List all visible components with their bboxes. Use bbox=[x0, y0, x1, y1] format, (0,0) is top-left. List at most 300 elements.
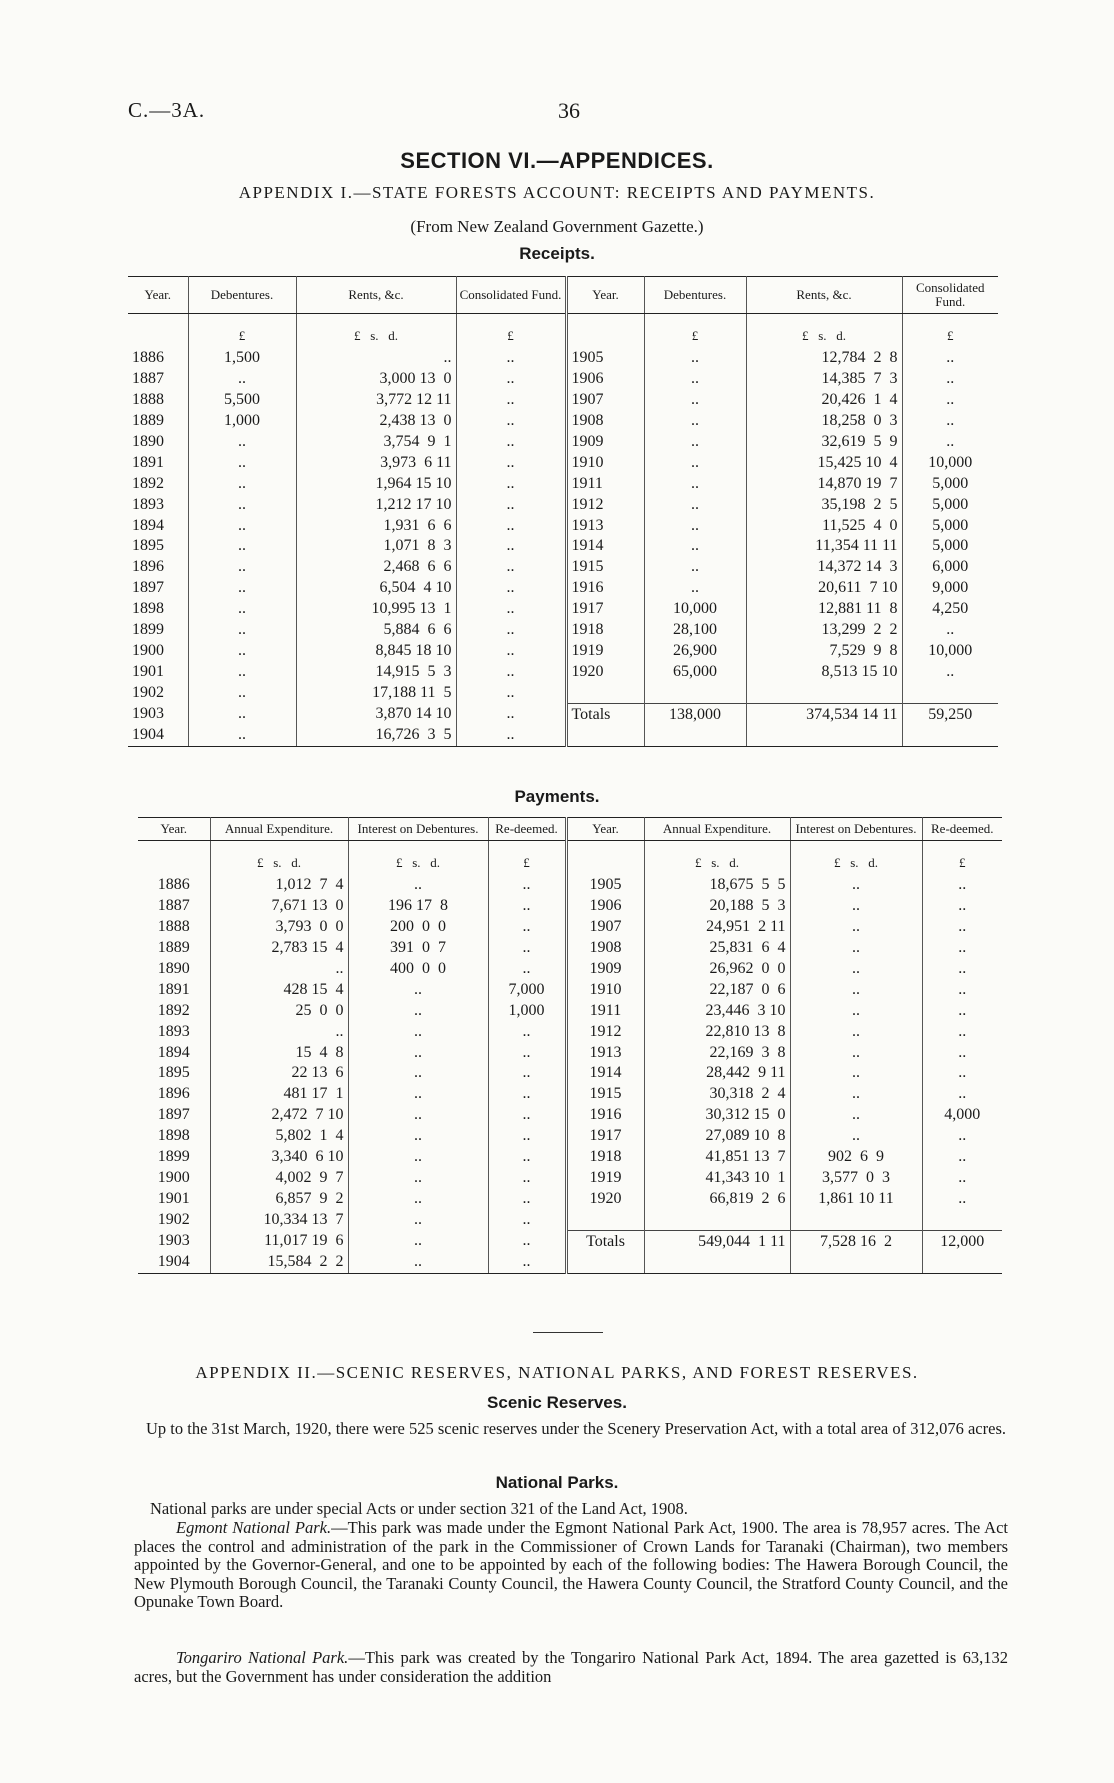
table-cell bbox=[902, 725, 998, 746]
table-cell bbox=[566, 682, 644, 703]
table-cell: 1887 bbox=[128, 369, 188, 390]
table-cell: 6,504 4 10 bbox=[296, 578, 456, 599]
table-cell: .. bbox=[488, 938, 566, 959]
table-cell: 17,188 11 5 bbox=[296, 682, 456, 703]
column-header: Annual Expenditure. bbox=[644, 818, 790, 841]
table-row bbox=[128, 704, 998, 725]
table-cell: .. bbox=[790, 1021, 922, 1042]
table-cell: 1912 bbox=[566, 494, 644, 515]
table-cell bbox=[922, 1252, 1002, 1273]
table-cell: 1909 bbox=[566, 432, 644, 453]
table-cell: .. bbox=[790, 896, 922, 917]
table-cell: 1894 bbox=[128, 515, 188, 536]
table-row bbox=[128, 348, 998, 369]
table-cell: 23,446 3 10 bbox=[644, 1000, 790, 1021]
table-cell: 65,000 bbox=[644, 661, 746, 682]
table-cell: 5,000 bbox=[932, 474, 969, 492]
table-cell: 6,857 9 2 bbox=[210, 1188, 348, 1209]
unit-cell: £ s. d. bbox=[210, 841, 348, 876]
table-cell: .. bbox=[348, 1126, 488, 1147]
table-cell: 24,951 2 11 bbox=[644, 917, 790, 938]
table-cell bbox=[566, 725, 644, 746]
table-cell bbox=[566, 1209, 644, 1230]
unit-row bbox=[138, 841, 1002, 876]
table-row bbox=[138, 1042, 1002, 1063]
table-cell: .. bbox=[488, 1252, 566, 1273]
page-number: 36 bbox=[558, 98, 580, 123]
table-cell: 3,870 14 10 bbox=[296, 704, 456, 725]
table-cell: 11,017 19 6 bbox=[210, 1231, 348, 1252]
table-cell: 2,468 6 6 bbox=[296, 557, 456, 578]
table-cell: .. bbox=[644, 557, 746, 578]
table-cell: 1886 bbox=[138, 875, 210, 896]
table-cell: .. bbox=[488, 1063, 566, 1084]
table-cell: 66,819 2 6 bbox=[644, 1188, 790, 1209]
appendix-1-source: (From New Zealand Government Gazette.) bbox=[410, 217, 704, 236]
table-cell: 1915 bbox=[566, 1084, 644, 1105]
unit-cell: £ s. d. bbox=[296, 314, 456, 349]
table-cell: 1912 bbox=[566, 1021, 644, 1042]
table-cell: .. bbox=[456, 390, 566, 411]
table-cell: .. bbox=[348, 1147, 488, 1168]
table-cell: .. bbox=[644, 369, 746, 390]
column-header: Year. bbox=[566, 277, 644, 314]
payments-header-row bbox=[138, 818, 1002, 841]
table-cell: .. bbox=[946, 412, 955, 430]
table-cell: .. bbox=[488, 1126, 566, 1147]
table-cell: .. bbox=[188, 682, 296, 703]
table-cell: 1911 bbox=[566, 1000, 644, 1021]
unit-cell: £ bbox=[959, 855, 966, 870]
table-cell: .. bbox=[188, 369, 296, 390]
column-header: Consolidated Fund. bbox=[456, 277, 566, 314]
table-cell: 1896 bbox=[138, 1084, 210, 1105]
table-cell: 7,671 13 0 bbox=[210, 896, 348, 917]
table-cell: 1901 bbox=[138, 1188, 210, 1209]
table-cell: 7,529 9 8 bbox=[746, 640, 902, 661]
table-cell: 1895 bbox=[128, 536, 188, 557]
table-cell: .. bbox=[348, 1021, 488, 1042]
table-cell: 25,831 6 4 bbox=[644, 938, 790, 959]
column-header: Year. bbox=[138, 818, 210, 841]
table-cell: 1899 bbox=[128, 620, 188, 641]
payments-body bbox=[138, 841, 1002, 1274]
receipts-heading: Receipts. bbox=[519, 244, 595, 263]
table-cell: .. bbox=[188, 557, 296, 578]
table-cell: .. bbox=[958, 1001, 967, 1019]
table-cell: 14,385 7 3 bbox=[746, 369, 902, 390]
table-cell: 8,513 15 10 bbox=[746, 661, 902, 682]
table-cell: .. bbox=[946, 349, 955, 367]
table-cell: .. bbox=[946, 370, 955, 388]
table-cell: 1906 bbox=[566, 369, 644, 390]
unit-cell: £ bbox=[456, 314, 566, 349]
table-cell: 2,783 15 4 bbox=[210, 938, 348, 959]
column-header: Interest on Debentures. bbox=[348, 818, 488, 841]
scenic-reserves-paragraph: Up to the 31st March, 1920, there were 525 scenic reserves under the Scenery Preservation Act, with a total area of 312,076 acres. bbox=[146, 1419, 1006, 1438]
table-cell: .. bbox=[790, 979, 922, 1000]
table-cell: 59,250 bbox=[902, 704, 998, 725]
table-cell: 4,000 bbox=[944, 1106, 981, 1124]
table-cell: 1902 bbox=[128, 682, 188, 703]
table-row bbox=[128, 494, 998, 515]
table-cell: .. bbox=[790, 875, 922, 896]
column-header: Annual Expenditure. bbox=[210, 818, 348, 841]
column-header: Re-deemed. bbox=[922, 818, 1002, 841]
table-cell: 1891 bbox=[138, 979, 210, 1000]
table-cell: 12,784 2 8 bbox=[746, 348, 902, 369]
table-cell: .. bbox=[644, 432, 746, 453]
table-cell: 1900 bbox=[128, 640, 188, 661]
unit-cell: £ bbox=[644, 314, 746, 349]
table-cell: .. bbox=[946, 662, 955, 680]
table-cell: 28,100 bbox=[644, 620, 746, 641]
table-cell: 1919 bbox=[566, 1167, 644, 1188]
table-row bbox=[128, 620, 998, 641]
tongariro-title: Tongariro National Park. bbox=[176, 1648, 349, 1667]
table-cell: .. bbox=[644, 578, 746, 599]
table-cell: 10,000 bbox=[928, 641, 973, 659]
unit-cell: £ bbox=[188, 314, 296, 349]
table-cell: 1899 bbox=[138, 1147, 210, 1168]
table-cell: .. bbox=[958, 1022, 967, 1040]
table-cell: .. bbox=[348, 1167, 488, 1188]
table-cell: .. bbox=[790, 938, 922, 959]
table-cell: 200 0 0 bbox=[348, 917, 488, 938]
table-cell: 1889 bbox=[138, 938, 210, 959]
appendix-1-title: APPENDIX I.—STATE FORESTS ACCOUNT: RECEIPTS AND PAYMENTS. bbox=[238, 183, 876, 202]
table-cell: 3,000 13 0 bbox=[296, 369, 456, 390]
payments-heading: Payments. bbox=[514, 787, 600, 806]
table-cell: .. bbox=[790, 1063, 922, 1084]
table-cell: .. bbox=[946, 433, 955, 450]
table-cell: 3,340 6 10 bbox=[210, 1147, 348, 1168]
table-cell: .. bbox=[456, 432, 566, 453]
table-cell bbox=[790, 1252, 922, 1273]
table-cell: 1917 bbox=[566, 599, 644, 620]
table-cell: 1915 bbox=[566, 557, 644, 578]
table-cell: .. bbox=[188, 599, 296, 620]
table-cell: 1913 bbox=[566, 1042, 644, 1063]
document-reference: C.—3A. bbox=[128, 98, 206, 122]
table-cell: 1,500 bbox=[188, 348, 296, 369]
table-cell: .. bbox=[188, 536, 296, 557]
table-cell: 7,000 bbox=[488, 979, 566, 1000]
table-cell: .. bbox=[456, 661, 566, 682]
table-cell: .. bbox=[488, 917, 566, 938]
table-cell: .. bbox=[958, 918, 967, 936]
table-cell bbox=[922, 1209, 1002, 1230]
table-cell: Totals bbox=[566, 1231, 644, 1252]
column-header: Debentures. bbox=[644, 277, 746, 314]
table-cell: 3,577 0 3 bbox=[790, 1167, 922, 1188]
table-cell: 3,772 12 11 bbox=[296, 390, 456, 411]
table-cell: 5,000 bbox=[932, 537, 969, 555]
table-cell: 1905 bbox=[566, 875, 644, 896]
table-cell bbox=[644, 682, 746, 703]
table-cell: 1910 bbox=[566, 979, 644, 1000]
table-cell: 1,000 bbox=[188, 411, 296, 432]
table-cell: 18,675 5 5 bbox=[644, 875, 790, 896]
table-cell: .. bbox=[644, 494, 746, 515]
table-cell: 8,845 18 10 bbox=[296, 640, 456, 661]
table-cell: 374,534 14 11 bbox=[746, 704, 902, 725]
table-cell: 1898 bbox=[138, 1126, 210, 1147]
table-cell: 14,915 5 3 bbox=[296, 661, 456, 682]
unit-cell bbox=[128, 314, 188, 349]
table-cell: 1907 bbox=[566, 917, 644, 938]
table-cell: .. bbox=[188, 620, 296, 641]
table-cell: 11,354 11 11 bbox=[746, 536, 902, 557]
table-cell: 32,619 5 9 bbox=[746, 432, 902, 453]
table-cell: .. bbox=[456, 473, 566, 494]
table-cell: 1888 bbox=[128, 390, 188, 411]
table-cell: .. bbox=[456, 348, 566, 369]
table-cell: 481 17 1 bbox=[210, 1084, 348, 1105]
table-cell: .. bbox=[348, 1042, 488, 1063]
table-cell: 1,000 bbox=[488, 1000, 566, 1021]
table-row bbox=[138, 1063, 1002, 1084]
table-cell: .. bbox=[456, 725, 566, 746]
tongariro-text: —This park was created by the Tongariro National Park Act, 1894. The area gazetted is 63,132 acres, but the Government has under consideration the addition bbox=[134, 1648, 1008, 1686]
table-cell: .. bbox=[644, 348, 746, 369]
table-cell: .. bbox=[790, 917, 922, 938]
table-cell: .. bbox=[348, 1084, 488, 1105]
table-row bbox=[138, 1167, 1002, 1188]
unit-cell: £ bbox=[488, 841, 566, 876]
table-cell: 1920 bbox=[566, 1188, 644, 1209]
unit-cell: £ s. d. bbox=[644, 841, 790, 876]
table-cell: 3,754 9 1 bbox=[296, 432, 456, 453]
table-cell: .. bbox=[488, 875, 566, 896]
table-cell: .. bbox=[790, 1105, 922, 1126]
table-cell: 1909 bbox=[566, 959, 644, 980]
column-header: Year. bbox=[128, 277, 188, 314]
table-cell: 1894 bbox=[138, 1042, 210, 1063]
unit-row bbox=[128, 314, 998, 349]
table-cell: .. bbox=[456, 369, 566, 390]
table-cell: Totals bbox=[566, 704, 644, 725]
table-cell: .. bbox=[958, 960, 967, 977]
table-cell: 1888 bbox=[138, 917, 210, 938]
table-cell: 16,726 3 5 bbox=[296, 725, 456, 746]
table-cell: .. bbox=[790, 1084, 922, 1105]
table-cell bbox=[746, 682, 902, 703]
table-cell: 549,044 1 11 bbox=[644, 1231, 790, 1252]
table-row bbox=[138, 1000, 1002, 1021]
table-cell: .. bbox=[188, 704, 296, 725]
table-cell: 3,793 0 0 bbox=[210, 917, 348, 938]
table-cell: .. bbox=[958, 1148, 967, 1166]
table-cell: 1918 bbox=[566, 620, 644, 641]
table-cell: 15,425 10 4 bbox=[746, 452, 902, 473]
national-parks-heading: National Parks. bbox=[495, 1473, 619, 1492]
table-cell: .. bbox=[790, 1042, 922, 1063]
tongariro-paragraph bbox=[134, 1649, 1008, 1686]
payments-table bbox=[138, 817, 1002, 1274]
table-cell: 1904 bbox=[138, 1252, 210, 1273]
table-cell: .. bbox=[348, 1063, 488, 1084]
table-row bbox=[138, 1188, 1002, 1209]
table-cell: 15 4 8 bbox=[210, 1042, 348, 1063]
table-row bbox=[138, 1021, 1002, 1042]
table-row bbox=[128, 557, 998, 578]
table-cell: 2,472 7 10 bbox=[210, 1105, 348, 1126]
table-cell: .. bbox=[456, 704, 566, 725]
table-cell: 26,900 bbox=[644, 640, 746, 661]
table-cell: 1908 bbox=[566, 938, 644, 959]
table-cell: .. bbox=[456, 411, 566, 432]
table-cell: 1886 bbox=[128, 348, 188, 369]
column-header: Rents, &c. bbox=[296, 277, 456, 314]
table-cell: .. bbox=[488, 959, 566, 980]
table-cell: 1918 bbox=[566, 1147, 644, 1168]
table-row bbox=[138, 1252, 1002, 1273]
table-cell: 4,002 9 7 bbox=[210, 1167, 348, 1188]
table-row bbox=[138, 959, 1002, 980]
table-row bbox=[138, 1084, 1002, 1105]
column-header: Debentures. bbox=[188, 277, 296, 314]
table-cell: 12,000 bbox=[922, 1231, 1002, 1252]
table-cell: 1,071 8 3 bbox=[296, 536, 456, 557]
table-cell: .. bbox=[456, 494, 566, 515]
table-cell: 1916 bbox=[566, 578, 644, 599]
table-cell: 1890 bbox=[128, 432, 188, 453]
table-cell: 13,299 2 2 bbox=[746, 620, 902, 641]
table-cell: 41,851 13 7 bbox=[644, 1147, 790, 1168]
egmont-paragraph bbox=[134, 1519, 1008, 1612]
table-cell: .. bbox=[188, 640, 296, 661]
table-cell bbox=[902, 682, 998, 703]
table-cell: .. bbox=[456, 682, 566, 703]
table-row bbox=[128, 661, 998, 682]
table-cell: 6,000 bbox=[932, 558, 969, 576]
table-cell: 1901 bbox=[128, 661, 188, 682]
table-cell: .. bbox=[210, 959, 348, 980]
table-cell: 22,187 0 6 bbox=[644, 979, 790, 1000]
table-cell: .. bbox=[644, 536, 746, 557]
table-cell: .. bbox=[958, 1043, 967, 1061]
table-cell: 902 6 9 bbox=[790, 1147, 922, 1168]
table-cell: .. bbox=[488, 1042, 566, 1063]
table-cell: 3,973 6 11 bbox=[296, 452, 456, 473]
table-cell: .. bbox=[188, 515, 296, 536]
table-cell: 196 17 8 bbox=[348, 896, 488, 917]
table-cell: .. bbox=[790, 959, 922, 980]
table-row bbox=[128, 473, 998, 494]
column-header: Interest on Debentures. bbox=[790, 818, 922, 841]
table-cell: 1914 bbox=[566, 1063, 644, 1084]
table-cell: .. bbox=[644, 452, 746, 473]
table-cell: .. bbox=[296, 348, 456, 369]
table-cell bbox=[790, 1209, 922, 1230]
table-cell: 1917 bbox=[566, 1126, 644, 1147]
table-cell: 1903 bbox=[128, 704, 188, 725]
table-row bbox=[138, 896, 1002, 917]
table-cell bbox=[566, 1252, 644, 1273]
table-cell: .. bbox=[188, 452, 296, 473]
table-cell: .. bbox=[348, 875, 488, 896]
table-cell: .. bbox=[188, 494, 296, 515]
table-cell: 1,212 17 10 bbox=[296, 494, 456, 515]
column-header: Year. bbox=[566, 818, 644, 841]
table-cell: .. bbox=[790, 1126, 922, 1147]
table-cell: 1,012 7 4 bbox=[210, 875, 348, 896]
table-cell bbox=[644, 1209, 790, 1230]
table-cell: .. bbox=[958, 897, 967, 915]
appendix-2-title: APPENDIX II.—SCENIC RESERVES, NATIONAL PARKS, AND FOREST RESERVES. bbox=[195, 1363, 919, 1382]
table-cell: 1893 bbox=[128, 494, 188, 515]
table-row bbox=[128, 599, 998, 620]
unit-cell bbox=[566, 841, 644, 876]
table-cell: 1910 bbox=[566, 452, 644, 473]
table-cell: 26,962 0 0 bbox=[644, 959, 790, 980]
table-cell: 28,442 9 11 bbox=[644, 1063, 790, 1084]
table-cell: 15,584 2 2 bbox=[210, 1252, 348, 1273]
table-cell: 20,188 5 3 bbox=[644, 896, 790, 917]
table-cell: 12,881 11 8 bbox=[746, 599, 902, 620]
table-row bbox=[128, 452, 998, 473]
table-cell: .. bbox=[348, 979, 488, 1000]
table-cell: .. bbox=[456, 452, 566, 473]
table-row bbox=[138, 1105, 1002, 1126]
table-row bbox=[138, 938, 1002, 959]
table-cell: 10,334 13 7 bbox=[210, 1209, 348, 1230]
table-cell: 22,169 3 8 bbox=[644, 1042, 790, 1063]
table-cell: 5,500 bbox=[188, 390, 296, 411]
table-cell: 1904 bbox=[128, 725, 188, 746]
table-cell: .. bbox=[348, 1209, 488, 1230]
table-cell: 2,438 13 0 bbox=[296, 411, 456, 432]
table-cell: 1905 bbox=[566, 348, 644, 369]
column-header: Consolidated Fund. bbox=[902, 277, 998, 314]
table-cell: .. bbox=[188, 661, 296, 682]
table-row bbox=[128, 369, 998, 390]
table-cell: 11,525 4 0 bbox=[746, 515, 902, 536]
table-cell: 1903 bbox=[138, 1231, 210, 1252]
column-header: Re-deemed. bbox=[488, 818, 566, 841]
table-cell: 1892 bbox=[128, 473, 188, 494]
table-cell: 1887 bbox=[138, 896, 210, 917]
table-cell: 18,258 0 3 bbox=[746, 411, 902, 432]
table-row bbox=[138, 1209, 1002, 1230]
table-cell: .. bbox=[456, 640, 566, 661]
table-cell: 5,884 6 6 bbox=[296, 620, 456, 641]
table-row bbox=[138, 1231, 1002, 1252]
table-cell: 1914 bbox=[566, 536, 644, 557]
section-title: SECTION VI.—APPENDICES. bbox=[400, 148, 714, 173]
table-cell: .. bbox=[644, 515, 746, 536]
table-cell: .. bbox=[488, 896, 566, 917]
table-cell: 22,810 13 8 bbox=[644, 1021, 790, 1042]
table-row bbox=[128, 536, 998, 557]
table-cell: 5,802 1 4 bbox=[210, 1126, 348, 1147]
table-cell: .. bbox=[456, 599, 566, 620]
table-cell: .. bbox=[488, 1167, 566, 1188]
table-cell: 25 0 0 bbox=[210, 1000, 348, 1021]
table-cell: 1891 bbox=[128, 452, 188, 473]
table-cell: .. bbox=[958, 1168, 967, 1186]
table-cell: .. bbox=[210, 1021, 348, 1042]
table-cell: 1898 bbox=[128, 599, 188, 620]
table-cell: .. bbox=[188, 432, 296, 453]
table-cell: .. bbox=[644, 411, 746, 432]
table-cell bbox=[644, 725, 746, 746]
table-cell: .. bbox=[958, 939, 967, 957]
unit-cell: £ s. d. bbox=[348, 841, 488, 876]
table-row bbox=[128, 390, 998, 411]
table-row bbox=[138, 1126, 1002, 1147]
